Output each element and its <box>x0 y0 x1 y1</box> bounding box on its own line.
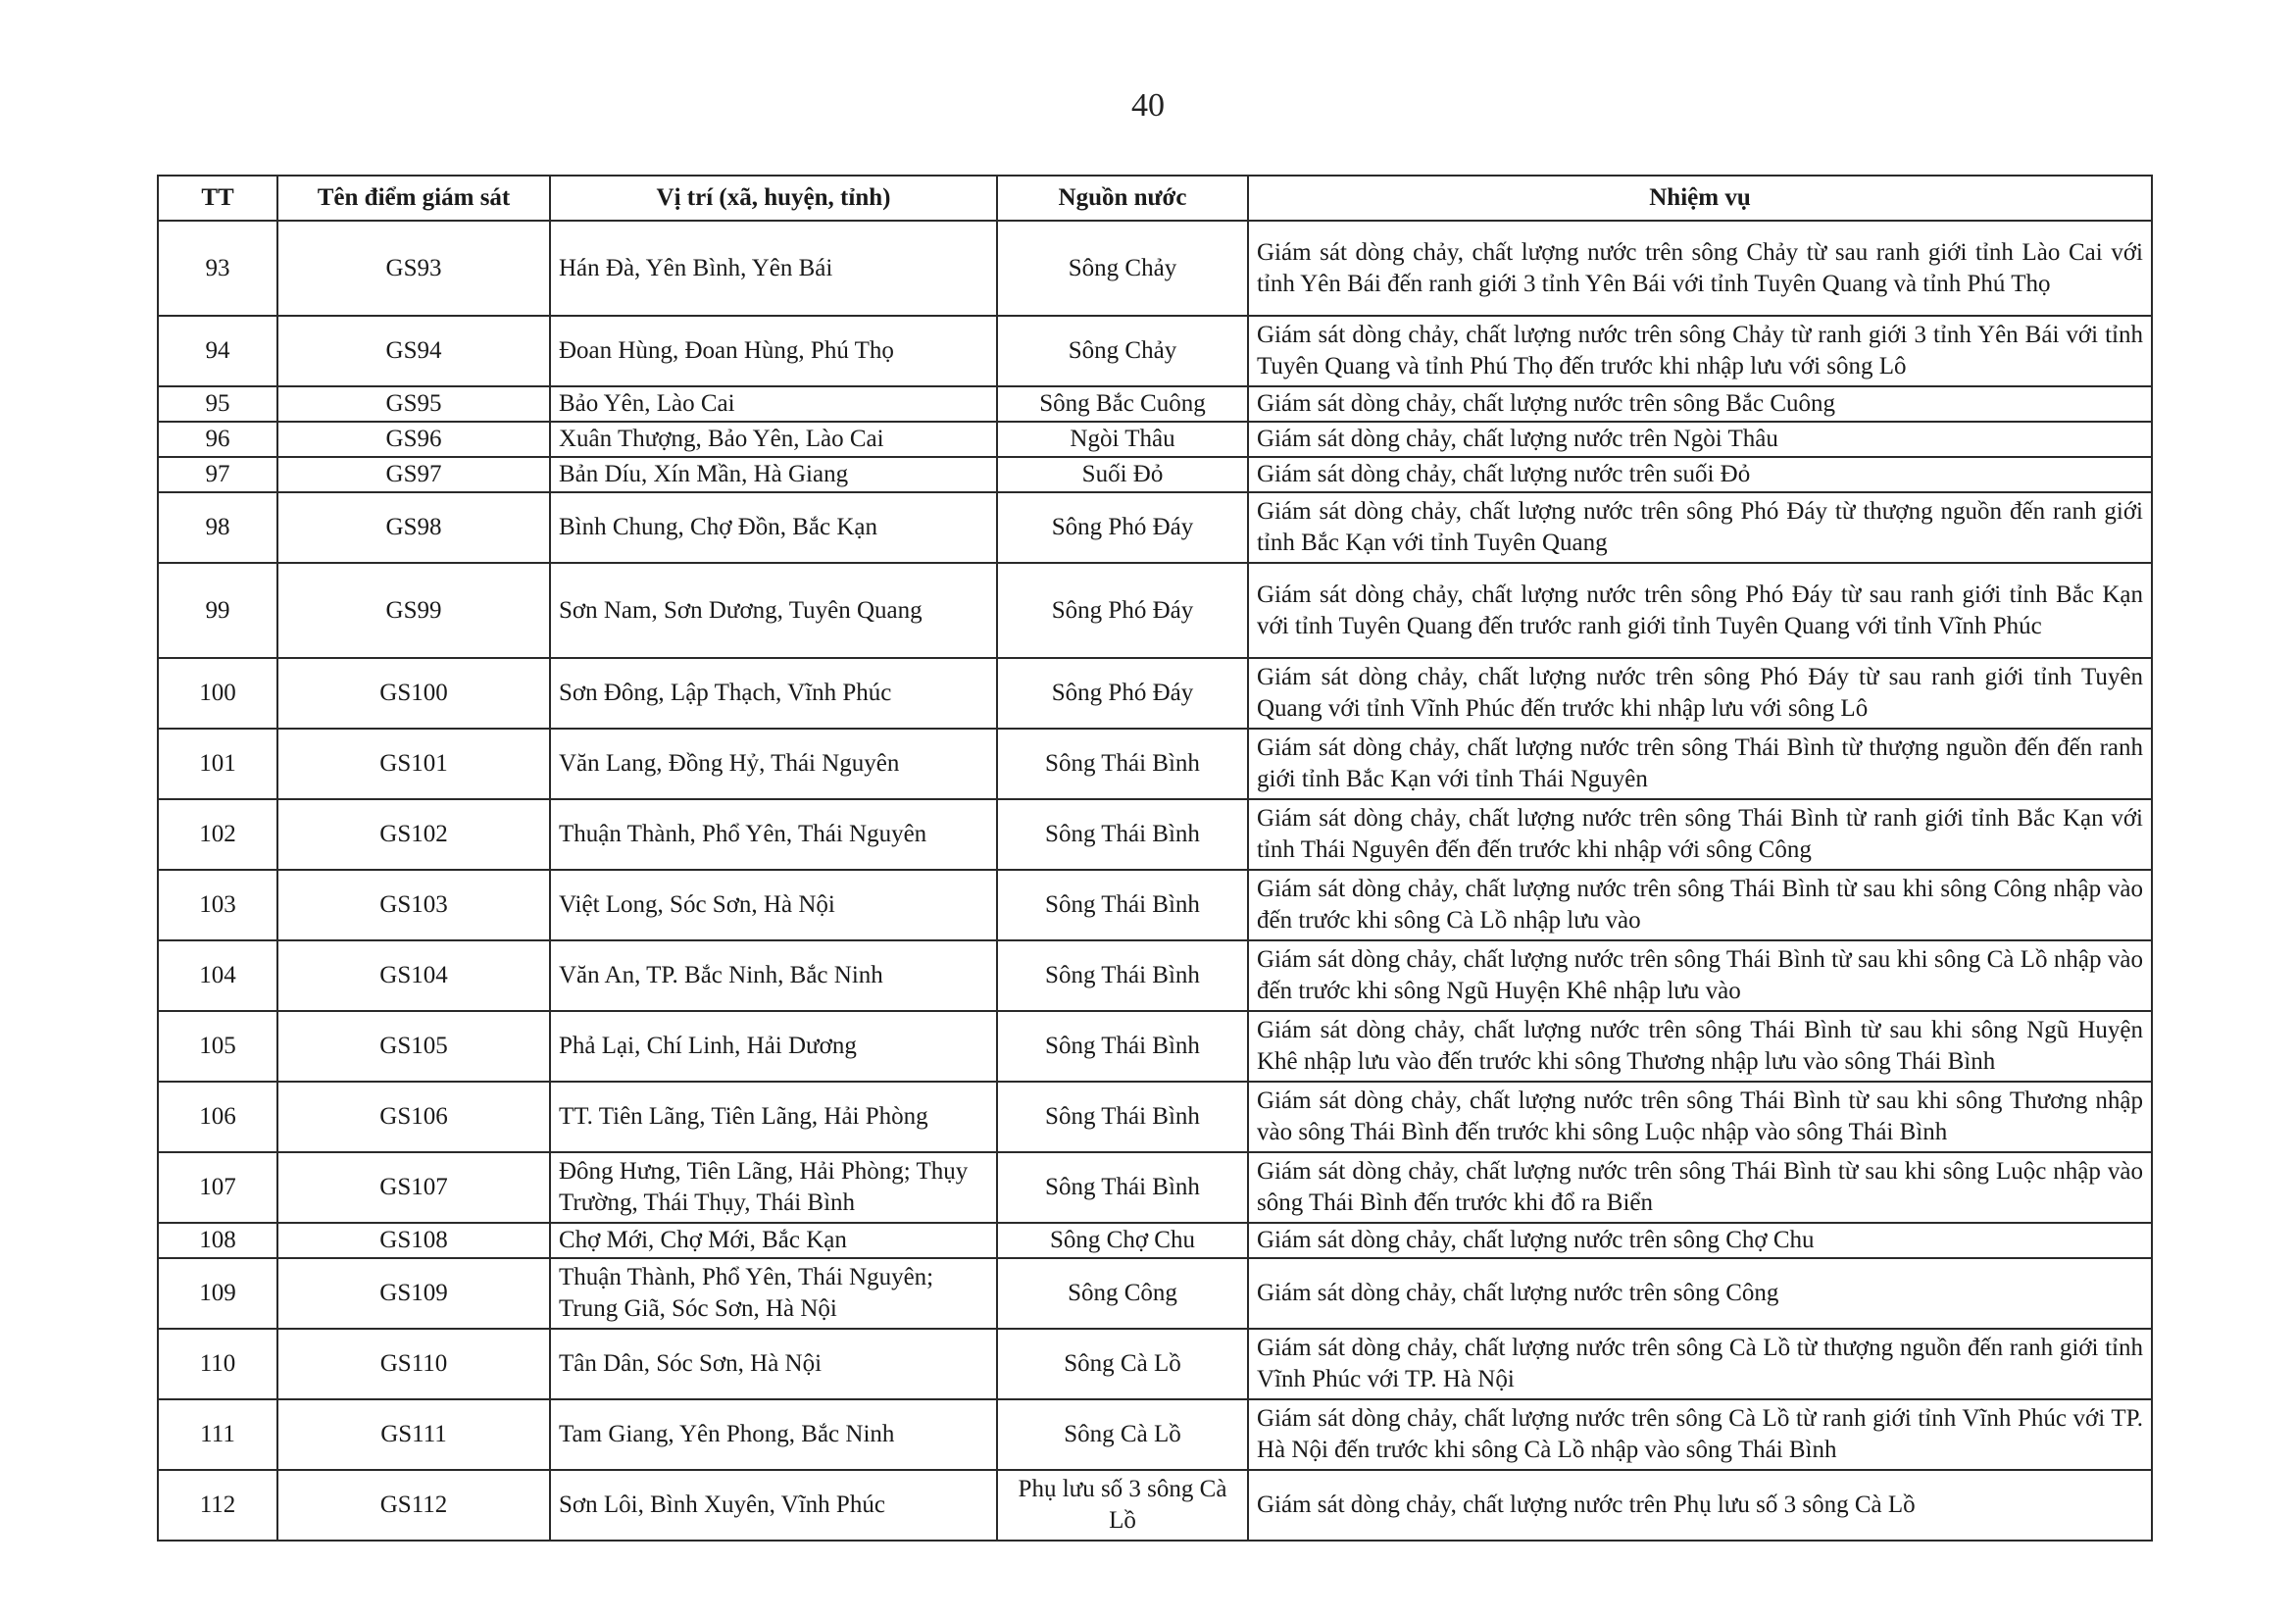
cell-task: Giám sát dòng chảy, chất lượng nước trên sông Thái Bình từ sau khi sông Ngũ Huyện Khê nhập lưu vào đến trước khi sông Thương nhập lưu vào sông Thái Bình <box>1248 1011 2152 1082</box>
cell-station-name: GS97 <box>277 457 550 492</box>
cell-station-name: GS112 <box>277 1470 550 1541</box>
cell-location: Tam Giang, Yên Phong, Bắc Ninh <box>550 1399 997 1470</box>
table-row <box>158 457 2152 492</box>
cell-tt: 99 <box>158 563 277 658</box>
cell-location: Hán Đà, Yên Bình, Yên Bái <box>550 221 997 316</box>
cell-water-source: Sông Thái Bình <box>997 1082 1248 1152</box>
cell-task: Giám sát dòng chảy, chất lượng nước trên sông Chảy từ sau ranh giới tỉnh Lào Cai với tỉnh Yên Bái đến ranh giới 3 tỉnh Yên Bái với tỉnh Tuyên Quang và tỉnh Phú Thọ <box>1248 221 2152 316</box>
cell-task: Giám sát dòng chảy, chất lượng nước trên sông Cà Lồ từ ranh giới tỉnh Vĩnh Phúc với TP. Hà Nội đến trước khi sông Cà Lồ nhập vào sông Thái Bình <box>1248 1399 2152 1470</box>
cell-water-source: Sông Cà Lồ <box>997 1329 1248 1399</box>
table-row <box>158 1399 2152 1470</box>
cell-water-source: Sông Phó Đáy <box>997 563 1248 658</box>
cell-tt: 110 <box>158 1329 277 1399</box>
monitoring-points-table <box>157 175 2153 1542</box>
table-body <box>158 221 2152 1541</box>
cell-location: Phả Lại, Chí Linh, Hải Dương <box>550 1011 997 1082</box>
cell-station-name: GS99 <box>277 563 550 658</box>
table-row <box>158 1011 2152 1082</box>
table-row <box>158 940 2152 1011</box>
cell-task: Giám sát dòng chảy, chất lượng nước trên sông Cà Lồ từ thượng nguồn đến ranh giới tỉnh Vĩnh Phúc với TP. Hà Nội <box>1248 1329 2152 1399</box>
cell-tt: 104 <box>158 940 277 1011</box>
cell-location: Bình Chung, Chợ Đồn, Bắc Kạn <box>550 492 997 563</box>
cell-tt: 100 <box>158 658 277 729</box>
cell-tt: 106 <box>158 1082 277 1152</box>
table-row <box>158 1152 2152 1223</box>
cell-location: Văn Lang, Đồng Hỷ, Thái Nguyên <box>550 729 997 799</box>
cell-station-name: GS109 <box>277 1258 550 1329</box>
cell-tt: 98 <box>158 492 277 563</box>
cell-water-source: Sông Chảy <box>997 221 1248 316</box>
table-row <box>158 1082 2152 1152</box>
cell-water-source: Sông Phó Đáy <box>997 492 1248 563</box>
cell-tt: 95 <box>158 386 277 422</box>
cell-tt: 112 <box>158 1470 277 1541</box>
cell-task: Giám sát dòng chảy, chất lượng nước trên sông Thái Bình từ sau khi sông Công nhập vào đến trước khi sông Cà Lồ nhập lưu vào <box>1248 870 2152 940</box>
cell-task: Giám sát dòng chảy, chất lượng nước trên suối Đỏ <box>1248 457 2152 492</box>
cell-tt: 102 <box>158 799 277 870</box>
cell-station-name: GS100 <box>277 658 550 729</box>
cell-water-source: Sông Công <box>997 1258 1248 1329</box>
table-row <box>158 729 2152 799</box>
cell-tt: 111 <box>158 1399 277 1470</box>
cell-station-name: GS110 <box>277 1329 550 1399</box>
cell-station-name: GS111 <box>277 1399 550 1470</box>
cell-station-name: GS102 <box>277 799 550 870</box>
cell-task: Giám sát dòng chảy, chất lượng nước trên sông Thái Bình từ sau khi sông Thương nhập vào sông Thái Bình đến trước khi sông Luộc nhập vào sông Thái Bình <box>1248 1082 2152 1152</box>
cell-water-source: Sông Thái Bình <box>997 940 1248 1011</box>
cell-location: Văn An, TP. Bắc Ninh, Bắc Ninh <box>550 940 997 1011</box>
cell-location: Việt Long, Sóc Sơn, Hà Nội <box>550 870 997 940</box>
table-row <box>158 1258 2152 1329</box>
cell-task: Giám sát dòng chảy, chất lượng nước trên sông Chợ Chu <box>1248 1223 2152 1258</box>
cell-water-source: Sông Chợ Chu <box>997 1223 1248 1258</box>
page-number: 40 <box>1131 87 1165 124</box>
table-row <box>158 422 2152 457</box>
cell-location: Đoan Hùng, Đoan Hùng, Phú Thọ <box>550 316 997 386</box>
cell-water-source: Sông Cà Lồ <box>997 1399 1248 1470</box>
table-row <box>158 1329 2152 1399</box>
cell-water-source: Sông Thái Bình <box>997 729 1248 799</box>
cell-water-source: Suối Đỏ <box>997 457 1248 492</box>
cell-water-source: Sông Phó Đáy <box>997 658 1248 729</box>
cell-tt: 109 <box>158 1258 277 1329</box>
table-row <box>158 563 2152 658</box>
cell-location: Thuận Thành, Phổ Yên, Thái Nguyên; Trung Giã, Sóc Sơn, Hà Nội <box>550 1258 997 1329</box>
cell-water-source: Sông Bắc Cuông <box>997 386 1248 422</box>
cell-station-name: GS106 <box>277 1082 550 1152</box>
monitoring-points-table-container <box>157 175 2151 1542</box>
table-row <box>158 870 2152 940</box>
table-row <box>158 316 2152 386</box>
cell-task: Giám sát dòng chảy, chất lượng nước trên sông Thái Bình từ sau khi sông Cà Lồ nhập vào đến trước khi sông Ngũ Huyện Khê nhập lưu vào <box>1248 940 2152 1011</box>
cell-water-source: Sông Thái Bình <box>997 870 1248 940</box>
header-station-name: Tên điểm giám sát <box>277 176 550 221</box>
cell-tt: 101 <box>158 729 277 799</box>
header-task: Nhiệm vụ <box>1248 176 2152 221</box>
header-tt: TT <box>158 176 277 221</box>
cell-location: TT. Tiên Lãng, Tiên Lãng, Hải Phòng <box>550 1082 997 1152</box>
cell-station-name: GS94 <box>277 316 550 386</box>
cell-station-name: GS95 <box>277 386 550 422</box>
table-row <box>158 221 2152 316</box>
cell-station-name: GS93 <box>277 221 550 316</box>
cell-location: Đông Hưng, Tiên Lãng, Hải Phòng; Thụy Trường, Thái Thụy, Thái Bình <box>550 1152 997 1223</box>
cell-tt: 97 <box>158 457 277 492</box>
cell-task: Giám sát dòng chảy, chất lượng nước trên sông Phó Đáy từ sau ranh giới tỉnh Tuyên Quang với tỉnh Vĩnh Phúc đến trước khi nhập lưu với sông Lô <box>1248 658 2152 729</box>
cell-water-source: Sông Thái Bình <box>997 1152 1248 1223</box>
cell-task: Giám sát dòng chảy, chất lượng nước trên sông Công <box>1248 1258 2152 1329</box>
cell-location: Chợ Mới, Chợ Mới, Bắc Kạn <box>550 1223 997 1258</box>
cell-tt: 108 <box>158 1223 277 1258</box>
cell-water-source: Phụ lưu số 3 sông Cà Lồ <box>997 1470 1248 1541</box>
cell-station-name: GS105 <box>277 1011 550 1082</box>
cell-location: Xuân Thượng, Bảo Yên, Lào Cai <box>550 422 997 457</box>
cell-location: Thuận Thành, Phổ Yên, Thái Nguyên <box>550 799 997 870</box>
cell-tt: 96 <box>158 422 277 457</box>
cell-station-name: GS96 <box>277 422 550 457</box>
cell-location: Bản Díu, Xín Mần, Hà Giang <box>550 457 997 492</box>
cell-task: Giám sát dòng chảy, chất lượng nước trên sông Bắc Cuông <box>1248 386 2152 422</box>
header-water-source: Nguồn nước <box>997 176 1248 221</box>
cell-station-name: GS98 <box>277 492 550 563</box>
cell-task: Giám sát dòng chảy, chất lượng nước trên sông Thái Bình từ ranh giới tỉnh Bắc Kạn với tỉnh Thái Nguyên đến đến trước khi nhập với sông Công <box>1248 799 2152 870</box>
cell-water-source: Sông Thái Bình <box>997 799 1248 870</box>
table-row <box>158 492 2152 563</box>
header-location: Vị trí (xã, huyện, tỉnh) <box>550 176 997 221</box>
cell-station-name: GS108 <box>277 1223 550 1258</box>
cell-location: Sơn Nam, Sơn Dương, Tuyên Quang <box>550 563 997 658</box>
cell-tt: 103 <box>158 870 277 940</box>
cell-water-source: Sông Chảy <box>997 316 1248 386</box>
table-row <box>158 1223 2152 1258</box>
cell-water-source: Sông Thái Bình <box>997 1011 1248 1082</box>
cell-tt: 105 <box>158 1011 277 1082</box>
cell-tt: 107 <box>158 1152 277 1223</box>
cell-station-name: GS107 <box>277 1152 550 1223</box>
cell-task: Giám sát dòng chảy, chất lượng nước trên Ngòi Thâu <box>1248 422 2152 457</box>
table-header-row <box>158 176 2152 221</box>
table-row <box>158 386 2152 422</box>
cell-station-name: GS103 <box>277 870 550 940</box>
cell-task: Giám sát dòng chảy, chất lượng nước trên sông Thái Bình từ thượng nguồn đến đến ranh giới tỉnh Bắc Kạn với tỉnh Thái Nguyên <box>1248 729 2152 799</box>
cell-task: Giám sát dòng chảy, chất lượng nước trên sông Phó Đáy từ thượng nguồn đến ranh giới tỉnh Bắc Kạn với tỉnh Tuyên Quang <box>1248 492 2152 563</box>
cell-station-name: GS101 <box>277 729 550 799</box>
cell-tt: 93 <box>158 221 277 316</box>
table-row <box>158 1470 2152 1541</box>
cell-location: Sơn Đông, Lập Thạch, Vĩnh Phúc <box>550 658 997 729</box>
cell-task: Giám sát dòng chảy, chất lượng nước trên sông Phó Đáy từ sau ranh giới tỉnh Bắc Kạn với tỉnh Tuyên Quang đến trước ranh giới tỉnh Tuyên Quang với tỉnh Vĩnh Phúc <box>1248 563 2152 658</box>
cell-location: Sơn Lôi, Bình Xuyên, Vĩnh Phúc <box>550 1470 997 1541</box>
cell-location: Tân Dân, Sóc Sơn, Hà Nội <box>550 1329 997 1399</box>
cell-task: Giám sát dòng chảy, chất lượng nước trên Phụ lưu số 3 sông Cà Lồ <box>1248 1470 2152 1541</box>
cell-tt: 94 <box>158 316 277 386</box>
table-row <box>158 799 2152 870</box>
cell-task: Giám sát dòng chảy, chất lượng nước trên sông Chảy từ ranh giới 3 tỉnh Yên Bái với tỉnh Tuyên Quang và tỉnh Phú Thọ đến trước khi nhập lưu với sông Lô <box>1248 316 2152 386</box>
cell-water-source: Ngòi Thâu <box>997 422 1248 457</box>
cell-task: Giám sát dòng chảy, chất lượng nước trên sông Thái Bình từ sau khi sông Luộc nhập vào sông Thái Bình đến trước khi đổ ra Biển <box>1248 1152 2152 1223</box>
table-row <box>158 658 2152 729</box>
cell-location: Bảo Yên, Lào Cai <box>550 386 997 422</box>
cell-station-name: GS104 <box>277 940 550 1011</box>
